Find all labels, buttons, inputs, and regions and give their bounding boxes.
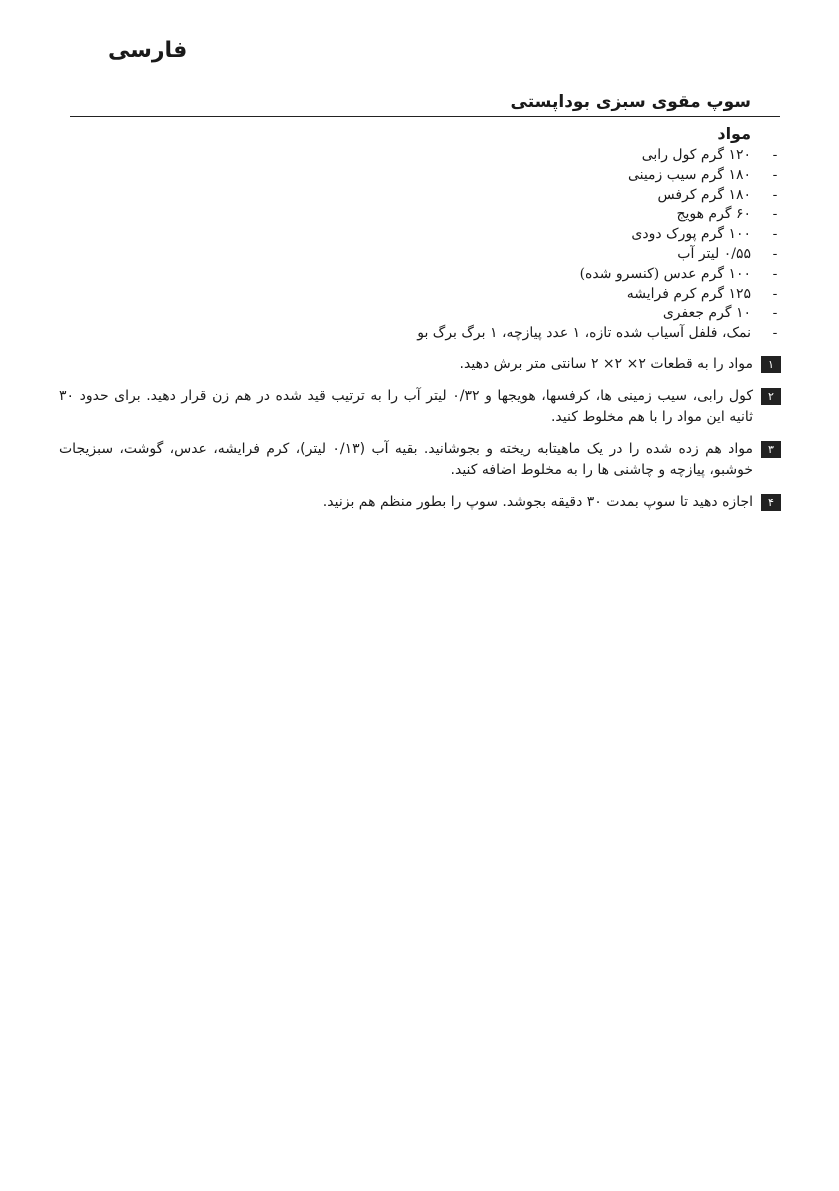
list-dash: - — [772, 166, 778, 183]
ingredient-item — [81, 304, 781, 324]
ingredient-text: ۱۸۰ گرم کرفس — [657, 186, 751, 203]
ingredient-text: ۱۸۰ گرم سیب زمینی — [627, 166, 751, 183]
list-dash: - — [772, 147, 778, 163]
ingredient-item — [81, 324, 781, 344]
ingredient-item — [81, 225, 781, 245]
step-item — [59, 386, 781, 428]
ingredient-item — [81, 166, 781, 186]
list-dash: - — [772, 325, 778, 342]
ingredient-item — [81, 245, 781, 265]
ingredient-text: ۱۰ گرم جعفری — [662, 305, 751, 322]
steps-list — [59, 354, 781, 524]
ingredient-item — [81, 205, 781, 225]
step-text: مواد را به قطعات ۲× ۲× ۲ سانتی متر برش دهید. — [459, 356, 753, 372]
ingredient-text: نمک، فلفل آسیاب شده تازه، ۱ عدد پیازچه، ۱ برگ برگ بو — [417, 325, 751, 342]
ingredient-item — [81, 186, 781, 206]
ingredient-item — [81, 146, 781, 166]
ingredient-text: ۱۰۰ گرم پورک دودی — [631, 226, 751, 243]
list-dash: - — [772, 285, 778, 302]
list-dash: - — [772, 186, 778, 203]
step-number-badge: ۲ — [761, 388, 781, 405]
step-item — [59, 492, 781, 513]
ingredient-text: ۱۲۰ گرم کول رابی — [641, 147, 751, 163]
step-item — [59, 354, 781, 375]
list-dash: - — [772, 305, 778, 322]
title-divider — [70, 116, 780, 117]
ingredient-item — [81, 285, 781, 305]
list-dash: - — [772, 245, 778, 262]
list-dash: - — [772, 265, 778, 282]
ingredient-item — [81, 265, 781, 285]
ingredient-text: ۶۰ گرم هویج — [676, 206, 751, 223]
step-text: مواد هم زده شده را در یک ماهیتابه ریخته و بجوشانید. بقیه آب (۰/۱۳ لیتر)، کرم فرایشه، عدس، گوشت، سبزیجات خوشبو، پیازچه و چاشنی ها را به مخلوط اضافه کنید. — [59, 441, 753, 478]
ingredient-text: ۱۲۵ گرم کرم فرایشه — [626, 285, 751, 302]
language-label: فارسی — [108, 38, 188, 63]
step-number-badge: ۴ — [761, 494, 781, 511]
step-text: اجازه دهید تا سوپ بمدت ۳۰ دقیقه بجوشد. سوپ را بطور منظم هم بزنید. — [322, 494, 753, 510]
ingredient-text: ۰/۵۵ لیتر آب — [677, 245, 751, 262]
recipe-title: سوپ مقوی سبزی بوداپستی — [510, 92, 751, 112]
step-item — [59, 439, 781, 481]
list-dash: - — [772, 226, 778, 243]
ingredients-heading: مواد — [717, 124, 751, 143]
ingredients-list — [81, 146, 781, 344]
step-text: کول رابی، سیب زمینی ها، کرفسها، هویجها و ۰/۳۲ لیتر آب را به ترتیب قید شده در هم زن قرار دهید. برای حدود ۳۰ ثانیه این مواد را با هم مخلوط کنید. — [59, 388, 753, 425]
list-dash: - — [772, 206, 778, 223]
step-number-badge: ۱ — [761, 356, 781, 373]
ingredient-text: ۱۰۰ گرم عدس (کنسرو شده) — [579, 265, 751, 282]
step-number-badge: ۳ — [761, 441, 781, 458]
